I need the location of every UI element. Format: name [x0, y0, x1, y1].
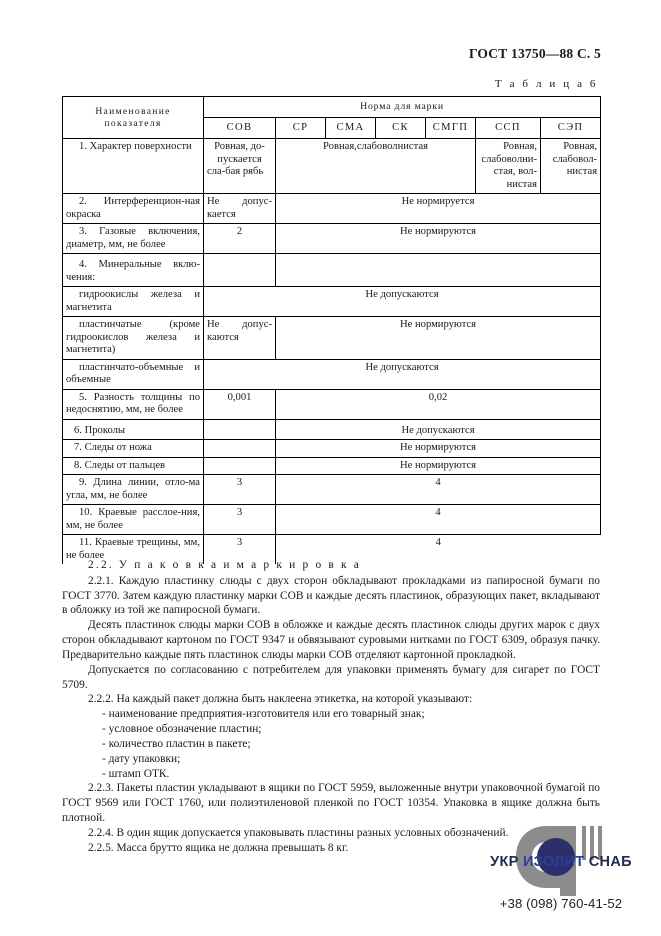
paragraph-2-2-1b: Десять пластинок слюды марки СОВ в обложке и каждые десять пластинок слюды других марок с двух сторон обкладывают картоном по ГОСТ 9347 и обвязывают суровыми нитками по ГОСТ 6309, образуя пачку. Предварительно каждые пять пластинок слюды марки СОВ отделяют картонной прокладкой. — [62, 619, 600, 661]
row-label: 8. Следы от пальцев — [63, 457, 204, 475]
table-row — [63, 287, 601, 317]
list-item: - наименование предприятия-изготовителя или его товарный знак; — [102, 708, 425, 721]
cell-sov — [204, 440, 276, 458]
row-label: 3. Газовые включения, диаметр, мм, не более — [63, 224, 204, 254]
list-item: - штамп ОТК. — [102, 767, 170, 780]
table-row — [63, 254, 601, 287]
row-label: 9. Длина линии, отло-ма угла, мм, не более — [63, 475, 204, 505]
column-header-sep: СЭП — [541, 117, 601, 139]
logo-word-ukr: УКР — [490, 854, 523, 870]
cell-merged-rest: 4 — [276, 535, 601, 565]
row-label: 1. Характер поверхности — [63, 139, 204, 194]
cell-merged-rest: Не нормируется — [276, 194, 601, 224]
column-header-sma: СМА — [326, 117, 376, 139]
column-header-name: Наименование показателя — [63, 97, 204, 139]
column-header-sr: СР — [276, 117, 326, 139]
table-row — [63, 505, 601, 535]
table-row — [63, 317, 601, 360]
table-row — [63, 419, 601, 440]
list-item: - дату упаковки; — [102, 752, 181, 765]
paragraph-2-2-1c: Допускается по согласованию с потребителем для упаковки применять бумагу для сигарет по ГОСТ 5709. — [62, 663, 600, 691]
company-logo-block — [470, 826, 650, 926]
cell-merged-rest: 4 — [276, 475, 601, 505]
cell-sov: 0,001 — [204, 389, 276, 419]
table-caption: Т а б л и ц а 6 — [494, 78, 598, 90]
row-label: 10. Краевые расслое-ния, мм, не более — [63, 505, 204, 535]
cell-merged-rest: Не нормируются — [276, 317, 601, 360]
cell-merged-rest: 4 — [276, 505, 601, 535]
row-label: пластинчатые (кроме гидроокислов железа и магнетита) — [63, 317, 204, 360]
row-label: 7. Следы от ножа — [63, 440, 204, 458]
column-header-sov: СОВ — [204, 117, 276, 139]
page-title: ГОСТ 13750—88 С. 5 — [468, 46, 601, 61]
cell-sov: Не допус-кается — [204, 194, 276, 224]
column-header-group: Норма для марки — [204, 97, 601, 118]
cell-merged-all: Не допускаются — [204, 287, 601, 317]
column-header-sk: СК — [376, 117, 426, 139]
table-header-row-group — [63, 97, 601, 118]
list-item: - количество пластин в пакете; — [102, 737, 251, 750]
row-label: 5. Разность толщины по недоснятию, мм, не более — [63, 389, 204, 419]
table-row — [63, 139, 601, 194]
table-row — [63, 224, 601, 254]
list-item: - условное обозначение пластин; — [102, 723, 262, 736]
specification-table — [62, 96, 601, 564]
cell-ssp: Ровная, слабоволни-стая, вол-нистая — [476, 139, 541, 194]
cell-merged-all: Не допускаются — [276, 419, 601, 440]
cell-sov — [204, 254, 276, 287]
cell-merged-rest: 0,02 — [276, 389, 601, 419]
cell-sov: Не допус-каются — [204, 317, 276, 360]
paragraph-2-2-2: 2.2.2. На каждый пакет должна быть наклеена этикетка, на которой указывают: — [88, 693, 473, 706]
cell-merged-sr-smgp: Ровная,слабоволнистая — [276, 139, 476, 194]
paragraph-2-2-4: 2.2.4. В один ящик допускается упаковывать пластины разных условных обозначений. — [88, 826, 509, 839]
logo-word-snab: СНАБ — [584, 854, 632, 870]
row-label: 6. Проколы — [63, 419, 204, 440]
row-label: 4. Минеральные вклю-чения: — [63, 254, 204, 287]
paragraph-2-2-3: 2.2.3. Пакеты пластин укладывают в ящики по ГОСТ 5959, выложенные внутри упаковочной бумагой по ГОСТ 9569 или ГОСТ 1760, или полиэтиленовой пленкой по ГОСТ 10354. Упаковка в ящике должна быть плотной. — [62, 782, 600, 825]
contact-phone: +38 (098) 760-41-52 — [499, 896, 623, 911]
cell-merged-all: Не нормируются — [276, 457, 601, 475]
cell-sep: Ровная, слабовол-нистая — [541, 139, 601, 194]
row-label: гидроокислы железа и магнетита — [63, 287, 204, 317]
row-label: 2. Интерференцион-ная окраска — [63, 194, 204, 224]
logo-wordmark — [468, 854, 654, 870]
table-row — [63, 194, 601, 224]
section-heading: 2.2. У п а к о в к а и м а р к и р о в к а — [88, 559, 362, 571]
cell-sov: 3 — [204, 505, 276, 535]
cell-sov: Ровная, до-пускается сла-бая рябь — [204, 139, 276, 194]
logo-word-izolit: ИЗОЛИТ — [522, 854, 585, 870]
cell-sov: 3 — [204, 535, 276, 565]
body-text — [62, 558, 600, 856]
table-row — [63, 359, 601, 389]
cell-merged-rest — [276, 254, 601, 287]
column-header-ssp: ССП — [476, 117, 541, 139]
cell-sov — [204, 419, 276, 440]
cell-sov: 3 — [204, 475, 276, 505]
cell-merged-all: Не нормируются — [276, 440, 601, 458]
table-row — [63, 457, 601, 475]
paragraph-2-2-1: 2.2.1. Каждую пластинку слюды с двух сторон обкладывают прокладками из папиросной бумаги по ГОСТ 3770. Затем каждую пластинку марки СОВ и каждые десять пластинок, образующих пакет, вкладывают в обложку из той же папиросной бумаги. — [62, 574, 600, 617]
column-header-smgp: СМГП — [426, 117, 476, 139]
paragraph-2-2-5: 2.2.5. Масса брутто ящика не должна превышать 8 кг. — [88, 841, 349, 854]
specification-table-wrapper — [62, 96, 600, 564]
cell-sov: 2 — [204, 224, 276, 254]
table-body — [63, 139, 601, 565]
cell-merged-all: Не допускаются — [204, 359, 601, 389]
table-row — [63, 389, 601, 419]
row-label: пластинчато-объемные и объемные — [63, 359, 204, 389]
cell-sov — [204, 457, 276, 475]
table-row — [63, 440, 601, 458]
cell-merged-rest: Не нормируются — [276, 224, 601, 254]
table-row — [63, 475, 601, 505]
table-header — [63, 97, 601, 139]
row-label: 11. Краевые трещины, мм, не более — [63, 535, 204, 565]
